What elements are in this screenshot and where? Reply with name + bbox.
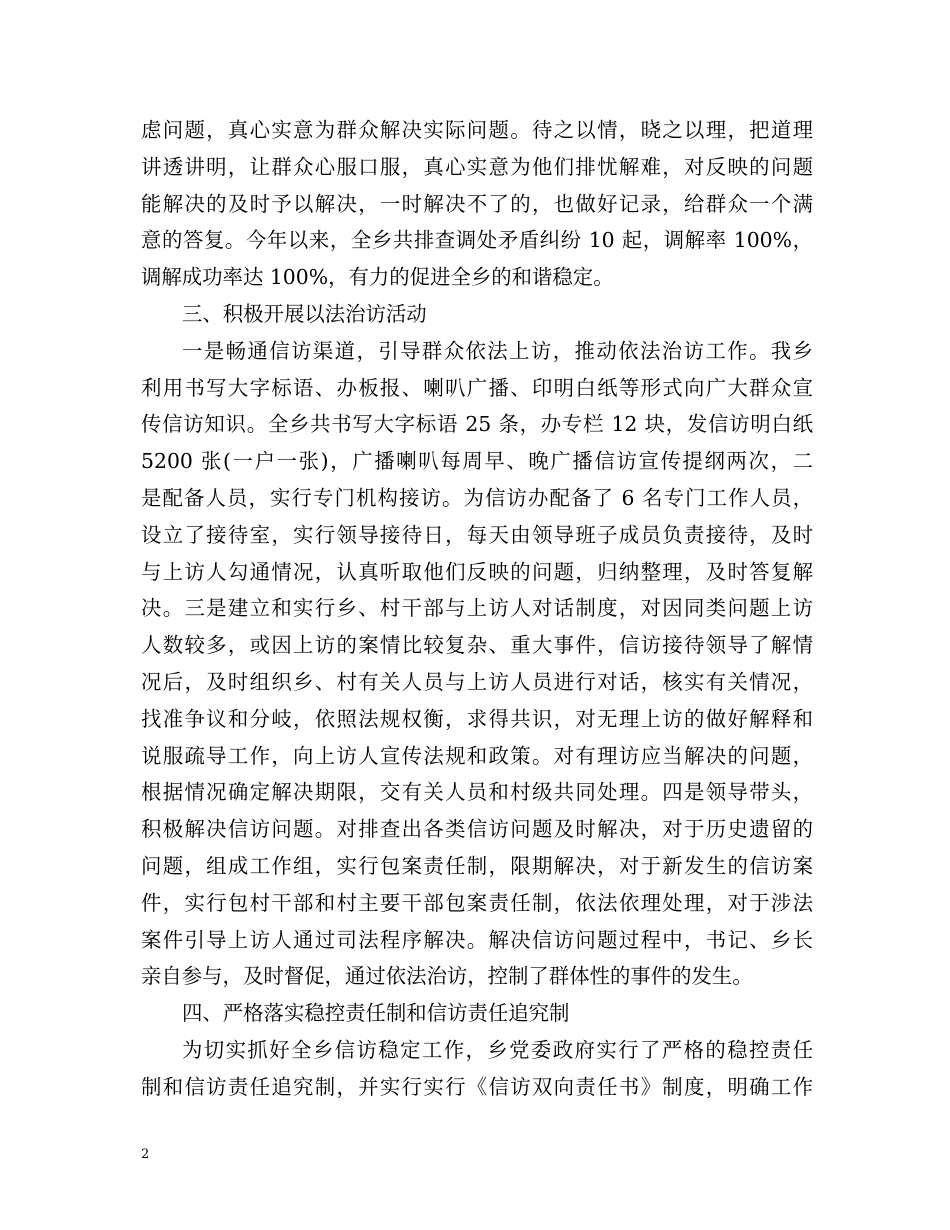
text-line: 为切实抓好全乡信访稳定工作，乡党委政府实行了严格的稳控责任 xyxy=(182,1037,813,1062)
text-line: 况后，及时组织乡、村有关人员与上访人员进行对话，核实有关情况， xyxy=(141,669,813,694)
text-line: 5200 张(一户一张)，广播喇叭每周早、晚广播信访宣传提纲两次，二 xyxy=(141,449,813,474)
text-line: 设立了接待室，实行领导接待日，每天由领导班子成员负责接待，及时 xyxy=(141,522,813,547)
text-line: 传信访知识。全乡共书写大字标语 25 条，办专栏 12 块，发信访明白纸 xyxy=(141,412,813,437)
page-number: 2 xyxy=(141,1147,150,1162)
text-line: 利用书写大字标语、办板报、喇叭广播、印明白纸等形式向广大群众宣 xyxy=(141,375,813,400)
text-line: 根据情况确定解决期限，交有关人员和村级共同处理。四是领导带头， xyxy=(141,780,813,805)
text-line: 件，实行包村干部和村主要干部包案责任制，依法依理处理，对于涉法 xyxy=(141,890,813,915)
text-line: 说服疏导工作，向上访人宣传法规和政策。对有理访应当解决的问题， xyxy=(141,743,813,768)
text-line: 找准争议和分岐，依照法规权衡，求得共识，对无理上访的做好解释和 xyxy=(141,706,813,731)
text-line: 讲透讲明，让群众心服口服，真心实意为他们排忧解难，对反映的问题 xyxy=(141,154,813,179)
body-text xyxy=(141,112,813,1106)
text-line: 与上访人勾通情况，认真听取他们反映的问题，归纳整理，及时答复解 xyxy=(141,559,813,584)
text-line: 一是畅通信访渠道，引导群众依法上访，推动依法治访工作。我乡 xyxy=(182,338,813,363)
text-line: 制和信访责任追究制，并实行实行《信访双向责任书》制度，明确工作 xyxy=(141,1074,813,1099)
text-line: 人数较多，或因上访的案情比较复杂、重大事件，信访接待领导了解情 xyxy=(141,633,813,658)
section-heading: 四、严格落实稳控责任制和信访责任追究制 xyxy=(182,1001,570,1026)
text-line: 问题，组成工作组，实行包案责任制，限期解决，对于新发生的信访案 xyxy=(141,853,813,878)
text-line: 是配备人员，实行专门机构接访。为信访办配备了 6 名专门工作人员， xyxy=(141,485,813,510)
text-line: 案件引导上访人通过司法程序解决。解决信访问题过程中，书记、乡长 xyxy=(141,927,813,952)
text-line: 积极解决信访问题。对排查出各类信访问题及时解决，对于历史遗留的 xyxy=(141,817,813,842)
text-line: 虑问题，真心实意为群众解决实际问题。待之以情，晓之以理，把道理 xyxy=(141,118,813,142)
text-line: 决。三是建立和实行乡、村干部与上访人对话制度，对因同类问题上访 xyxy=(141,596,813,621)
text-line: 意的答复。今年以来，全乡共排查调处矛盾纠纷 10 起，调解率 100%， xyxy=(141,228,813,253)
text-line: 能解决的及时予以解决，一时解决不了的，也做好记录，给群众一个满 xyxy=(141,191,813,216)
section-heading: 三、积极开展以法治访活动 xyxy=(182,301,427,326)
text-line: 亲自参与，及时督促，通过依法治访，控制了群体性的事件的发生。 xyxy=(141,964,753,989)
text-line: 调解成功率达 100%，有力的促进全乡的和谐稳定。 xyxy=(141,265,614,290)
